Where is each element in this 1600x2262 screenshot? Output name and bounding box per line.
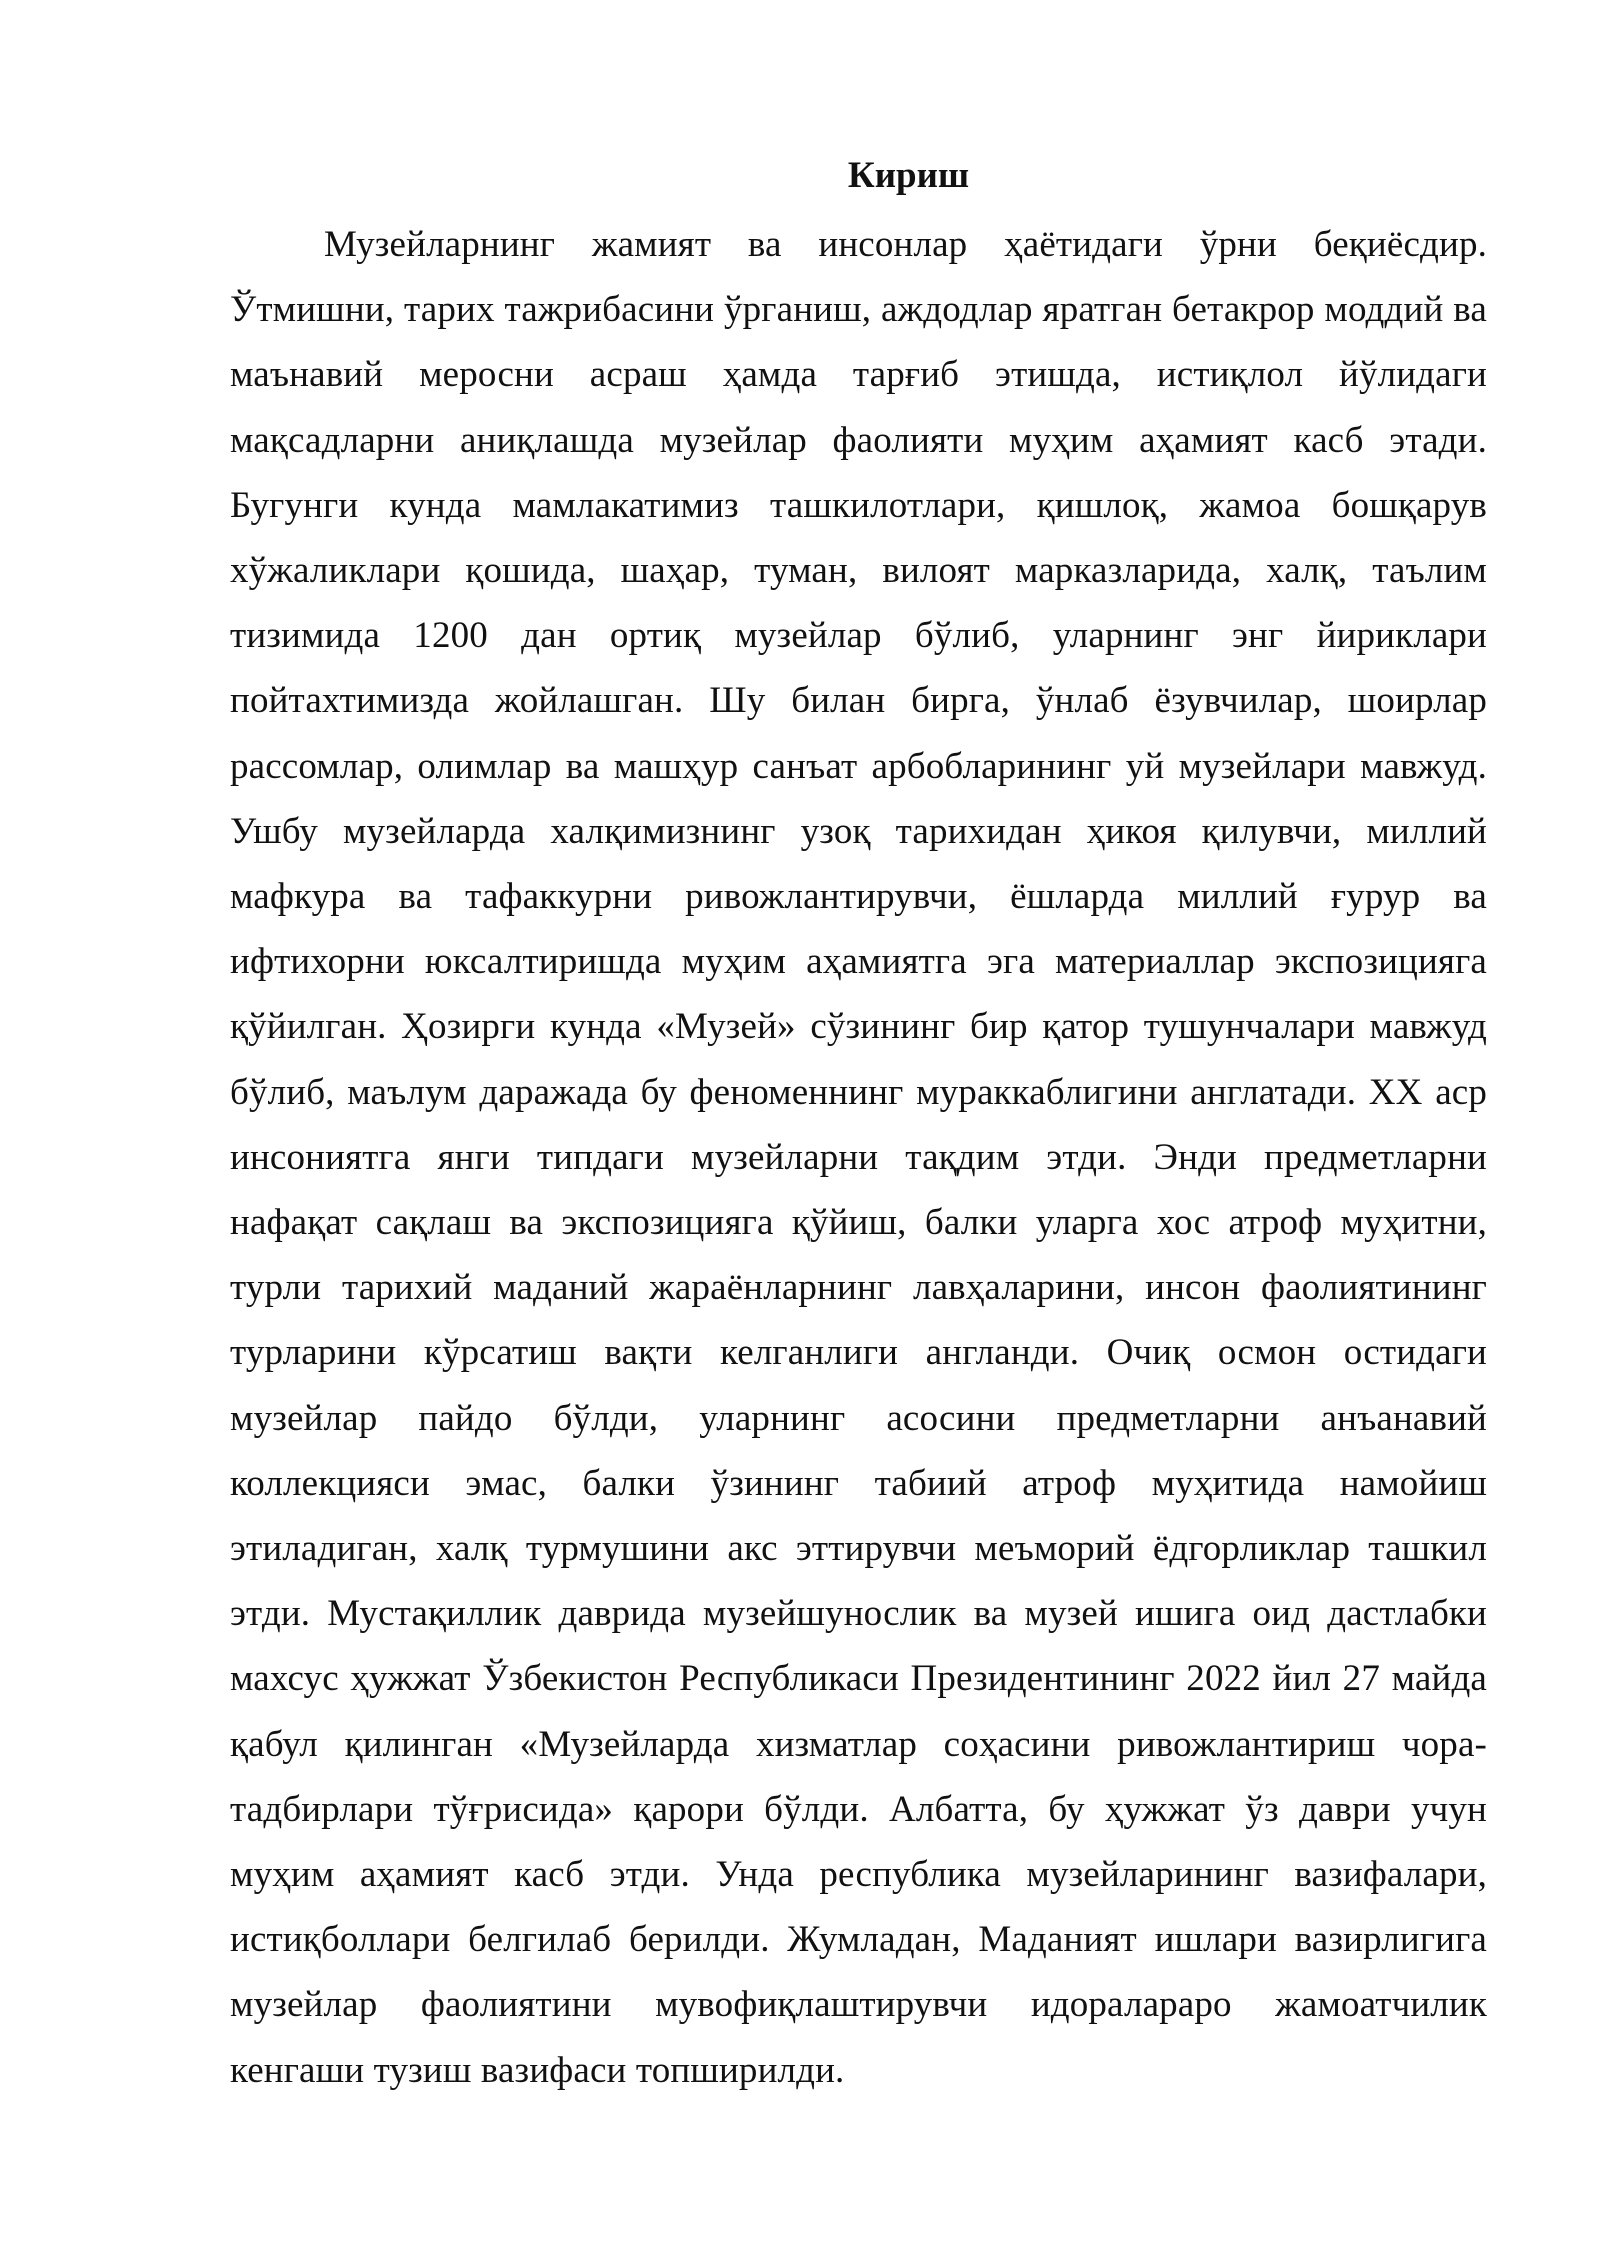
document-body <box>230 148 1487 2103</box>
body-paragraph: Музейларнинг жамият ва инсонлар ҳаётидаги ўрни беқиёсдир. Ўтмишни, тарих тажрибасини ўрганиш, аждодлар яратган бетакрор моддий ва маънавий меросни асраш ҳамда тарғиб этишда, истиқлол йўлидаги мақсадларни аниқлашда музейлар фаолияти муҳим аҳамият касб этади. Бугунги кунда мамлакатимиз ташкилотлари, қишлоқ, жамоа бошқарув хўжаликлари қошида, шаҳар, туман, вилоят марказларида, халқ, таълим тизимида 1200 дан ортиқ музейлар бўлиб, уларнинг энг йириклари пойтахтимизда жойлашган. Шу билан бирга, ўнлаб ёзувчилар, шоирлар рассомлар, олимлар ва машҳур санъат арбобларининг уй музейлари мавжуд. Ушбу музейларда халқимизнинг узоқ тарихидан ҳикоя қилувчи, миллий мафкура ва тафаккурни ривожлантирувчи, ёшларда миллий ғурур ва ифтихорни юксалтиришда муҳим аҳамиятга эга материаллар экспозицияга қўйилган. Ҳозирги кунда «Музей» сўзининг бир қатор тушунчалари мавжуд бўлиб, маълум даражада бу феноменнинг мураккаблигини англатади. XX аср инсониятга янги типдаги музейларни тақдим этди. Энди предметларни нафақат сақлаш ва экспозицияга қўйиш, балки уларга хос атроф муҳитни, турли тарихий маданий жараёнларнинг лавҳаларини, инсон фаолиятининг турларини кўрсатиш вақти келганлиги англанди. Очиқ осмон остидаги музейлар пайдо бўлди, уларнинг асосини предметларни анъанавий коллекцияси эмас, балки ўзининг табиий атроф муҳитида намойиш этиладиган, халқ турмушини акс эттирувчи меъморий ёдгорликлар ташкил этди. Мустақиллик даврида музейшунослик ва музей ишига оид дастлабки махсус ҳужжат Ўзбекистон Республикаси Президентининг 2022 йил 27 майда қабул қилинган «Музейларда хизматлар соҳасини ривожлантириш чора-тадбирлари тўғрисида» қарори бўлди. Албатта, бу ҳужжат ўз даври учун муҳим аҳамият касб этди. Унда республика музейларининг вазифалари, истиқболлари белгилаб берилди. Жумладан, Маданият ишлари вазирлигига музейлар фаолиятини мувофиқлаштирувчи идоралараро жамоатчилик кенгаши тузиш вазифаси топширилди. <box>230 224 1487 2091</box>
section-title: Кириш <box>847 155 970 196</box>
